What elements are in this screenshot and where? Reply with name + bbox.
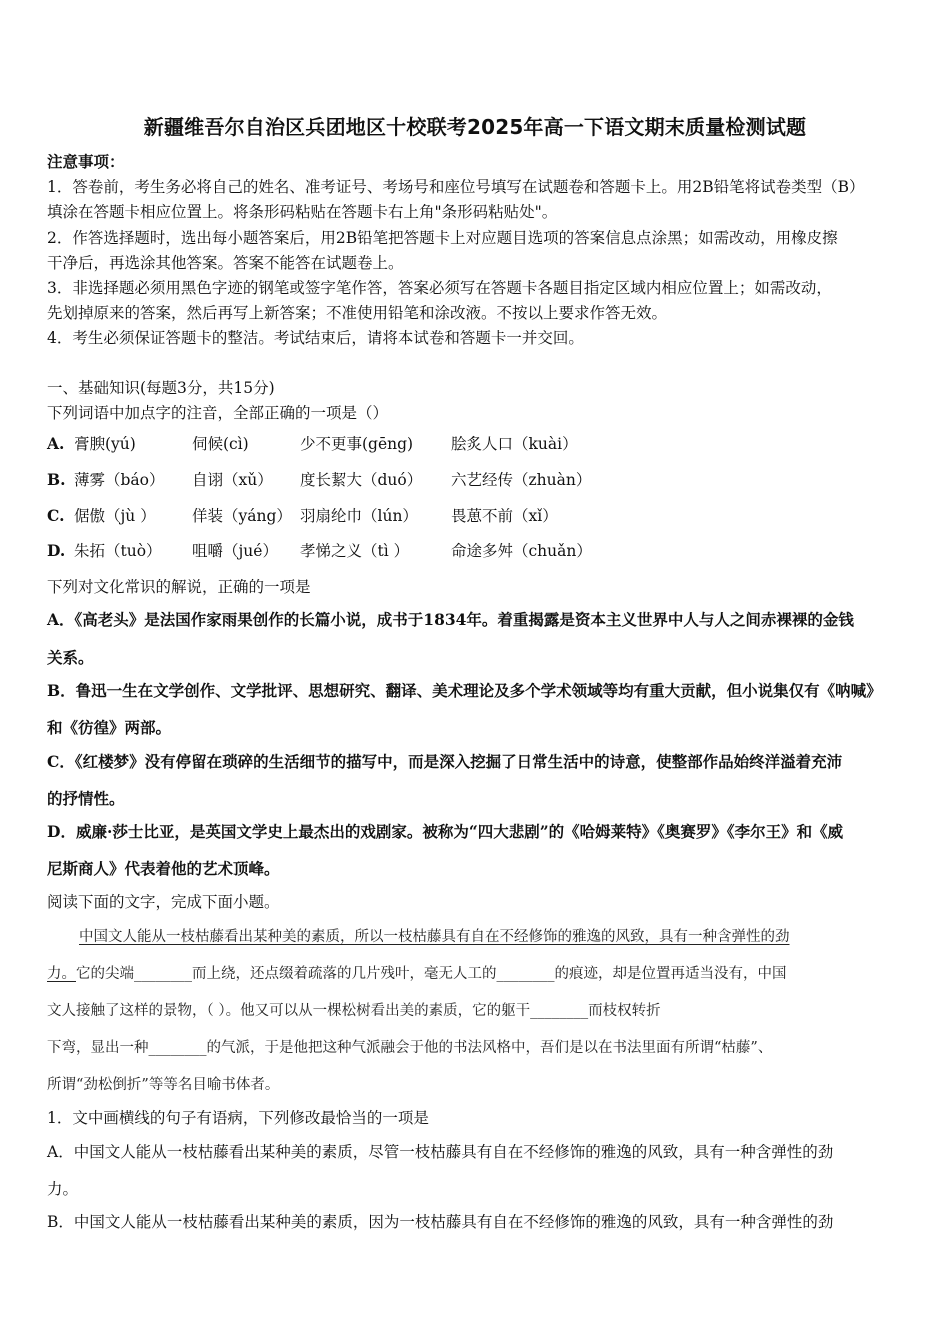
option-item: 朱拓（tuò）	[74, 542, 162, 560]
reading-text: 它的尖端________而上绕，还点缀着疏落的几片残叶，毫无人工的________的痕迹，却是位置再适当没有，中国	[76, 966, 787, 982]
notice-line: 干净后，再选涂其他答案。答案不能答在试题卷上。	[47, 254, 404, 272]
notice-line: 1．答卷前，考生务必将自己的姓名、准考证号、考场号和座位号填写在试题卷和答题卡上。用2B铅笔将试卷类型（B）	[47, 178, 865, 196]
option-item: 命途多舛（chuǎn）	[451, 542, 592, 560]
option-item: 自诩（xǔ）	[192, 471, 273, 489]
choice-d-line2: 尼斯商人》代表着他的艺术顶峰。	[47, 859, 280, 878]
reading-paragraph-line: 下弯，显出一种________的气派，于是他把这种气派融会于他的书法风格中，吾们是以在书法里面有所谓“枯藤”、	[47, 1040, 773, 1056]
option-item: 伺候(cì)	[192, 435, 249, 453]
choice-b-line1: B．鲁迅一生在文学创作、文学批评、思想研究、翻译、美术理论及多个学术领域等均有重大贡献，但小说集仅有《呐喊》	[47, 681, 882, 700]
option-label: A.	[47, 434, 65, 453]
choice-c-line1: C．《红楼梦》没有停留在琐碎的生活细节的描写中，而是深入挖掘了日常生活中的诗意，使整部作品始终洋溢着充沛	[47, 752, 843, 771]
question-stem: 下列对文化常识的解说，正确的一项是	[47, 578, 311, 596]
choice-c-line2: 的抒情性。	[47, 789, 125, 808]
option-label: C.	[47, 506, 65, 525]
section-heading: 一、基础知识(每题3分，共15分)	[47, 379, 275, 397]
option-item: 膏腴(yú)	[74, 435, 136, 453]
question-stem: 1．文中画横线的句子有语病，下列修改最恰当的一项是	[47, 1109, 429, 1127]
notice-line: 4．考生必须保证答题卡的整洁。考试结束后，请将本试卷和答题卡一并交回。	[47, 329, 584, 347]
choice-d-line1: D．威廉·莎士比亚，是英国文学史上最杰出的戏剧家。被称为“四大悲剧”的《哈姆莱特》《奥赛罗》《李尔王》和《威	[47, 822, 844, 841]
option-item: 畏葸不前（xǐ）	[451, 507, 558, 525]
option-item: 脍炙人口（kuài）	[451, 435, 578, 453]
notice-line: 2．作答选择题时，选出每小题答案后，用2B铅笔把答题卡上对应题目选项的答案信息点涂黑；如需改动，用橡皮擦	[47, 229, 838, 247]
underlined-sentence: 中国文人能从一枝枯藤看出某种美的素质，所以一枝枯藤具有自在不经修饰的雅逸的风致，具有一种含弹性的劲	[79, 929, 790, 945]
notice-line: 填涂在答题卡相应位置上。将条形码粘贴在答题卡右上角"条形码粘贴处"。	[47, 203, 558, 221]
choice-b-line2: 和《彷徨》两部。	[47, 718, 172, 737]
reading-paragraph-line	[47, 964, 787, 984]
underlined-sentence-end: 力。	[47, 966, 76, 982]
question-stem: 下列词语中加点字的注音，全部正确的一项是（）	[47, 404, 389, 422]
reading-paragraph-line	[79, 927, 790, 947]
option-item: 羽扇纶巾（lún）	[300, 507, 418, 525]
choice-b-line1: B．中国文人能从一枝枯藤看出某种美的素质，因为一枝枯藤具有自在不经修饰的雅逸的风致，具有一种含弹性的劲	[47, 1213, 834, 1231]
reading-paragraph-line: 文人接触了这样的景物，（ ）。他又可以从一棵松树看出美的素质，它的躯干________而枝权转折	[47, 1003, 661, 1019]
option-item: 孝悌之义（tì ）	[300, 542, 410, 560]
option-item: 六艺经传（zhuàn）	[451, 471, 592, 489]
option-item: 咀嚼（jué）	[192, 542, 278, 560]
option-item: 度长絜大（duó）	[300, 471, 423, 489]
choice-a-line2: 力。	[47, 1180, 79, 1198]
option-item: 倨傲（jù ）	[74, 507, 156, 525]
reading-paragraph-line: 所谓“劲松倒折”等等名目喻书体者。	[47, 1077, 280, 1093]
option-label: D.	[47, 541, 66, 560]
choice-a-line1: A．《高老头》是法国作家雨果创作的长篇小说，成书于1834年。着重揭露是资本主义世界中人与人之间赤裸裸的金钱	[47, 610, 854, 629]
notice-heading: 注意事项：	[47, 152, 125, 171]
notice-line: 先划掉原来的答案，然后再写上新答案；不准使用铅笔和涂改液。不按以上要求作答无效。	[47, 304, 668, 322]
notice-line: 3．非选择题必须用黑色字迹的钢笔或签字笔作答，答案必须写在答题卡各题目指定区域内相应位置上；如需改动，	[47, 279, 832, 297]
option-item: 佯装（yáng）	[192, 507, 292, 525]
choice-a-line2: 关系。	[47, 648, 94, 667]
option-label: B.	[47, 470, 66, 489]
page-title: 新疆维吾尔自治区兵团地区十校联考2025年高一下语文期末质量检测试题	[143, 115, 807, 139]
reading-intro: 阅读下面的文字，完成下面小题。	[47, 893, 280, 911]
option-item: 薄雾（báo）	[74, 471, 165, 489]
choice-a-line1: A．中国文人能从一枝枯藤看出某种美的素质，尽管一枝枯藤具有自在不经修饰的雅逸的风致，具有一种含弹性的劲	[47, 1143, 834, 1161]
option-item: 少不更事(gēng)	[300, 435, 414, 453]
